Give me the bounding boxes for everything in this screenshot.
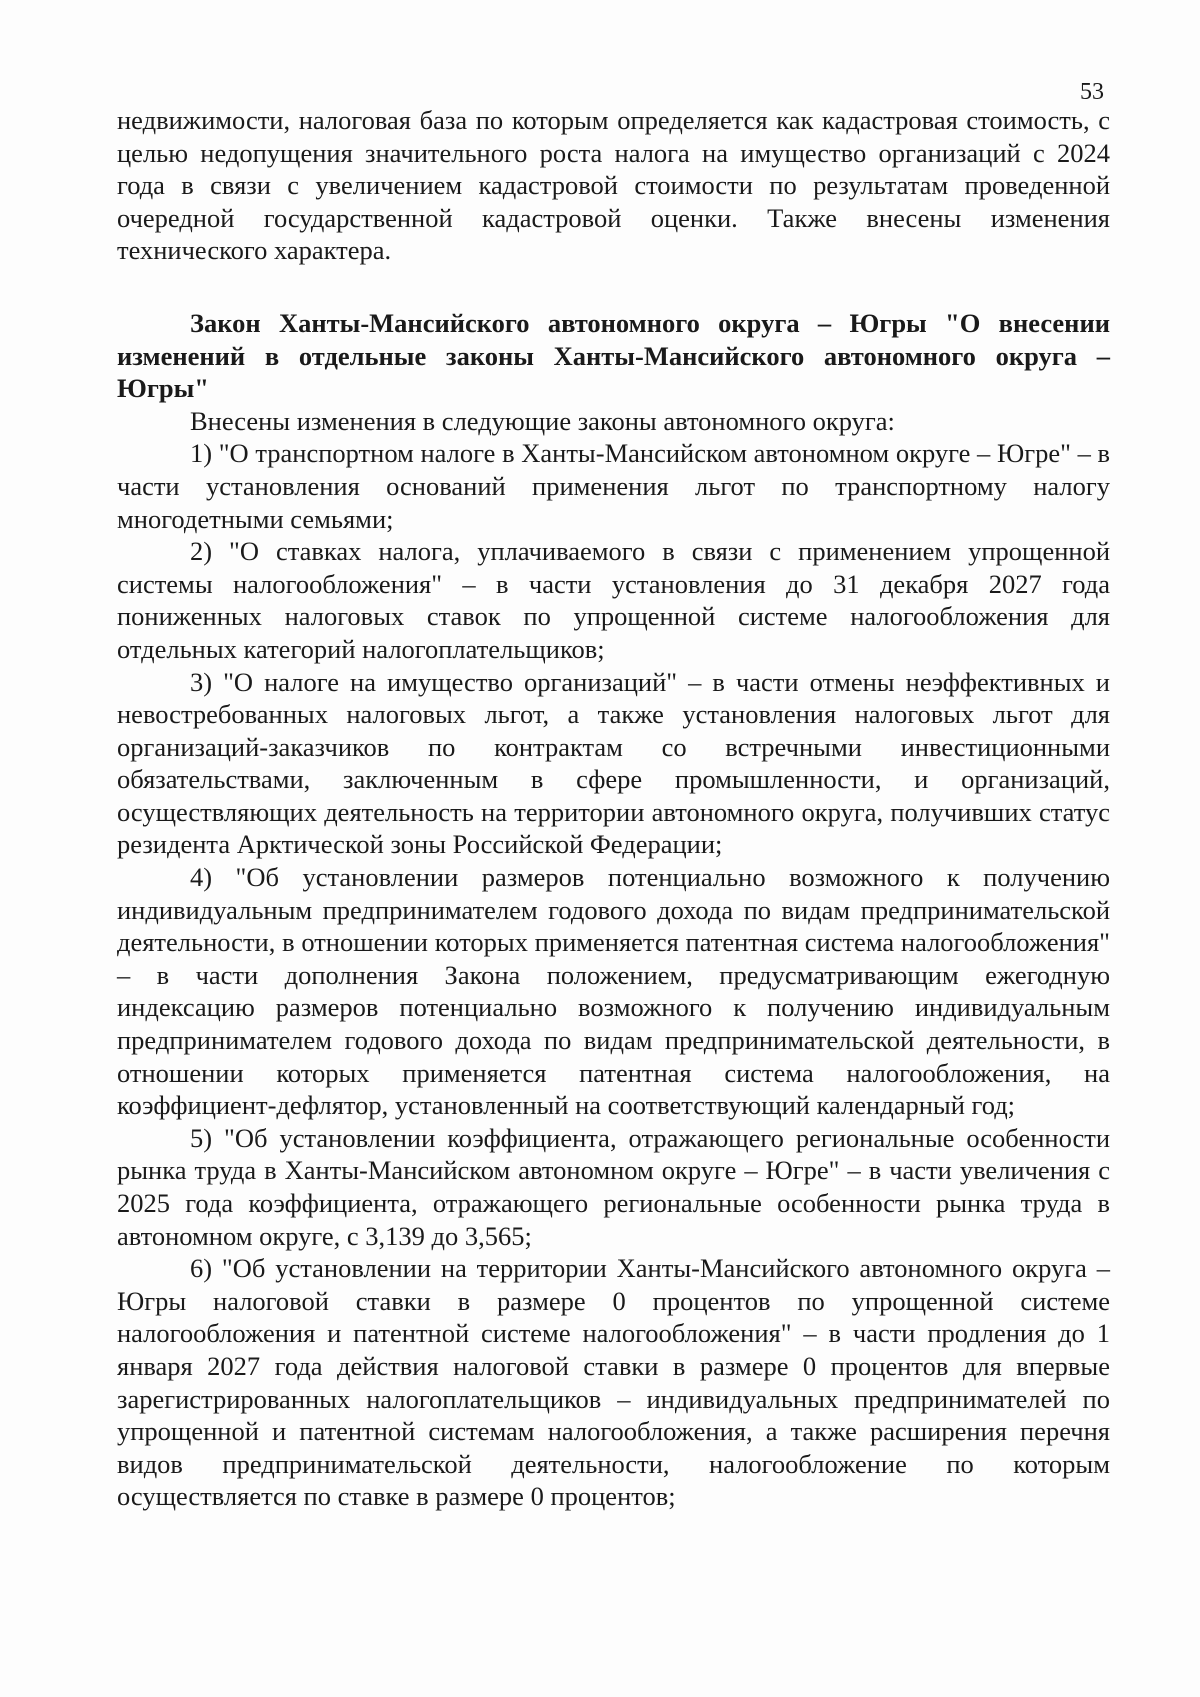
section-intro: Внесены изменения в следующие законы автономного округа:	[190, 405, 895, 436]
list-item: 6) "Об установлении на территории Ханты-Мансийского автономного округа – Югры налоговой ставки в размере 0 процентов по упрощенной системе налогообложения и патентной системе налогообложения" – в части продления до 1 января 2027 года действия налоговой ставки в размере 0 процентов для впервые зарегистрированных налогоплательщиков – индивидуальных предпринимателей по упрощенной и патентной системам налогообложения, а также расширения перечня видов предпринимательской деятельности, налогообложение по которым осуществляется по ставке в размере 0 процентов;	[117, 1253, 1110, 1512]
document-body	[117, 104, 1110, 1513]
list-item: 5) "Об установлении коэффициента, отражающего региональные особенности рынка труда в Ханты-Мансийском автономном округе – Югре" – в части увеличения с 2025 года коэффициента, отражающего региональные особенности рынка труда в автономном округе, с 3,139 до 3,565;	[117, 1122, 1110, 1251]
section-heading: Закон Ханты-Мансийского автономного округа – Югры "О внесении изменений в отдельные законы Ханты-Мансийского автономного округа – Югры"	[117, 307, 1110, 404]
list-item: 4) "Об установлении размеров потенциально возможного к получению индивидуальным предпринимателем годового дохода по видам предпринимательской деятельности, в отношении которых применяется патентная система налогообложения" – в части дополнения Закона положением, предусматривающим ежегодную индексацию размеров потенциально возможного к получению индивидуальным предпринимателем годового дохода по видам предпринимательской деятельности, в отношении которых применяется патентная система налогообложения, на коэффициент-дефлятор, установленный на соответствующий календарный год;	[117, 862, 1110, 1121]
page-number: 53	[1080, 79, 1104, 105]
list-item: 2) "О ставках налога, уплачиваемого в связи с применением упрощенной системы налогообложения" – в части установления до 31 декабря 2027 года пониженных налоговых ставок по упрощенной системе налогообложения для отдельных категорий налогоплательщиков;	[117, 536, 1110, 664]
list-item: 1) "О транспортном налоге в Ханты-Мансийском автономном округе – Югре" – в части установления оснований применения льгот по транспортному налогу многодетными семьями;	[117, 438, 1110, 534]
amended-laws-list	[117, 437, 1110, 1513]
list-item: 3) "О налоге на имущество организаций" – в части отмены неэффективных и невостребованных налоговых льгот, а также установления налоговых льгот для организаций-заказчиков по контрактам со встречными инвестиционными обязательствами, заключенным в сфере промышленности, и организаций, осуществляющих деятельность на территории автономного округа, получивших статус резидента Арктической зоны Российской Федерации;	[117, 666, 1110, 860]
opening-paragraph: недвижимости, налоговая база по которым определяется как кадастровая стоимость, с целью недопущения значительного роста налога на имущество организаций с 2024 года в связи с увеличением кадастровой стоимости по результатам проведенной очередной государственной кадастровой оценки. Также внесены изменения технического характера.	[117, 105, 1110, 266]
